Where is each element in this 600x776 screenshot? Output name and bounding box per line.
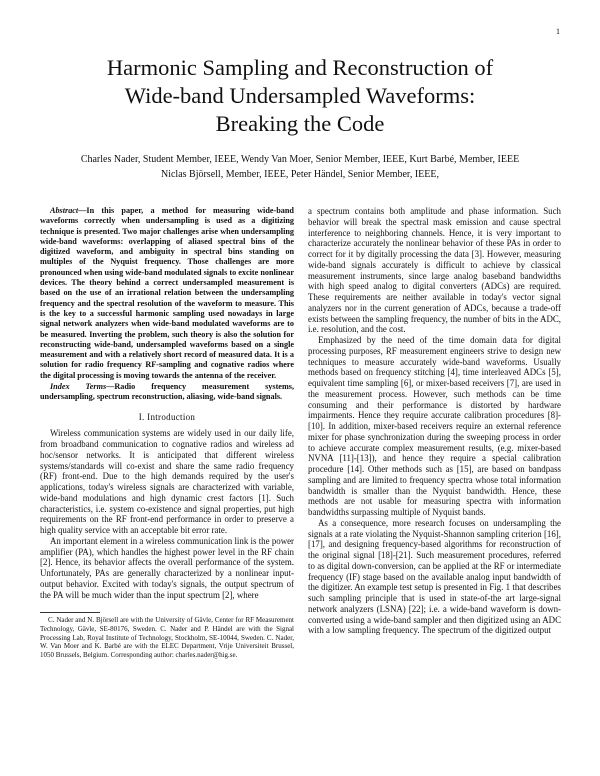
author-line: Charles Nader, Student Member, IEEE, Wendy Van Moer, Senior Member, IEEE, Kurt Barbé, Member, IEEE	[80, 154, 520, 165]
index-terms-label: Index Terms	[50, 382, 107, 392]
body-paragraph: As a consequence, more research focuses on undersampling the signals at a rate violating the Nyquist-Shannon sampling criterion [16], [17], and designing frequency-based algorithms for reconstruction of the original signal [18]-[21]. Such measurement procedures, referred to as digital down-conversion, can be applied at the RF or intermediate frequency (IF) stage based on the available analog input bandwidth of the digitizer. An example test setup is presented in Fig. 1 that describes such sampling principle that is used in state-of-the art large-signal network analyzers (LSNA) [22]; i.e. a wide-band waveform is down-converted using a wide-band sampler and then digitized using an ADC with a low sampling frequency. The spectrum of the digitized output	[308, 517, 561, 636]
author-list	[40, 152, 560, 182]
right-column	[308, 206, 561, 636]
section-heading: I. Introduction	[138, 411, 196, 422]
abstract	[40, 206, 294, 381]
abstract-text: —In this paper, a method for measuring wide-band waveforms correctly when undersampling is used as a digitizing technique is presented. Two major challenges arise when undersampling wide-band waveforms: overlapping of aliased spectral bins of the digitized waveform, and ambiguity in spectral bins standing on multiples of the Nyquist frequency. Those challenges are more pronounced when using wide-band modulated signals to excite nonlinear devices. The theory behind a correct undersampled measurement is based on the use of an irrational relation between the undersampling frequency and the spectral resolution of the waveform to measure. This is the key to a successful harmonic sampling used nowadays in large signal network analyzers when wide-band modulated waveforms are to be measured. Inverting the problem, such theory is also the solution for reconstructing wide-band, undersampled waveforms based on a single measurement and with a relatively short record of measured data. It is a solution for radio frequency RF-sampling and cognative radios where the digital processing is moving towards the antenna of the receiver.	[40, 206, 294, 380]
index-terms	[40, 382, 294, 403]
body-paragraph: a spectrum contains both amplitude and phase information. Such behavior will break the spectral mask emission and cause spectral interference to neighboring channels. Hence, it is very important to characterize accurately the nonlinear behavior of these PAs in order to correct for it by digitally processing the data [3]. However, measuring wide-band signals accurately is difficult to achieve by classical measurement instruments, since large analog baseband bandwidths with high speed analog to digital converters (ADCs) are required. These requirements are neither available in today's vector signal analyzers nor in the current generation of ADCs, because a trade-off exists between the sampling frequency, the number of bits in the ADC, i.e. resolution, and the cost.	[308, 206, 561, 335]
page-number: 1	[556, 27, 560, 36]
body-paragraph: An important element in a wireless communication link is the power amplifier (PA), which handles the highest power level in the RF chain [2]. Hence, its behavior affects the overall performance of the system. Unfortunately, PAs are generally characterized by a nonlinear input-output behavior. Excited with today's signals, the output spectrum of the PA will be much wider than the input spectrum [2], where	[40, 535, 294, 600]
footnote-divider	[40, 612, 100, 613]
abstract-label: Abstract	[50, 206, 79, 215]
index-terms-text: —Radio frequency measurement systems, undersampling, spectrum reconstruction, aliasing, wide-band signals.	[40, 382, 294, 402]
title-line: Wide-band Undersampled Waveforms:	[124, 83, 476, 108]
paper-title	[40, 54, 560, 138]
body-paragraph: Emphasized by the need of the time domain data for digital processing purposes, RF measurement engineers strive to design new techniques to measure accurately wide-band waveforms. Usually methods based on frequency stitching [4], time interleaved ADCs [5], equivalent time sampling [6], or mixer-based receivers [7], are used in the measurement process. However, such methods can be time consuming and their performance is distorted by hardware impairments. Hence they require accurate calibration procedures [8]-[10]. In addition, mixer-based receivers require an external reference mixer for phase synchronization during the sweeping process in order to achieve accurate complex measurement results, (e.g. mixer-based NVNA [11]-[13]), and hence they require a special calibration procedure [14]. Other methods such as [15], are based on bandpass sampling and are limited to frequency spectra whose total information bandwidth is smaller than the Nyquist bandwidth. Hence, these methods are not usable for measuring spectra with information bandwidths surpassing multiple of Nyquist bands.	[308, 335, 561, 517]
footnote: C. Nader and N. Björsell are with the University of Gävle, Center for RF Measurement Technology, Gävle, SE-80176, Sweden. C. Nader and P. Händel are with the Signal Processing Lab, Royal Institute of Technology, Stockholm, SE-10044, Sweden. C. Nader, W. Van Moer and K. Barbé are with the ELEC Department, Vrije Universiteit Brussel, 1050 Brussels, Belgium. Corresponding author: charles.nader@hig.se.	[40, 616, 294, 659]
body-paragraph: Wireless communication systems are widely used in our daily life, from broadband communication to cognative radios and wireless ad hoc/sensor networks. It is anticipated that different wireless systems/standards will co-exist and share the same radio frequency (RF) front-end. Due to the high demands required by the user's applications, today's wireless signals are characterized with variable, wide-band modulations and high dynamic crest factors [1]. Such characteristics, i.e. system co-existence and signal properties, put high requirements on the RF front-end performance in order to preserve a high quality service with an acceptable bit error rate.	[40, 428, 294, 536]
title-line: Breaking the Code	[215, 111, 385, 136]
title-line: Harmonic Sampling and Reconstruction of	[106, 55, 494, 80]
author-line: Niclas Björsell, Member, IEEE, Peter Händel, Senior Member, IEEE,	[160, 169, 439, 180]
left-column	[40, 206, 294, 659]
